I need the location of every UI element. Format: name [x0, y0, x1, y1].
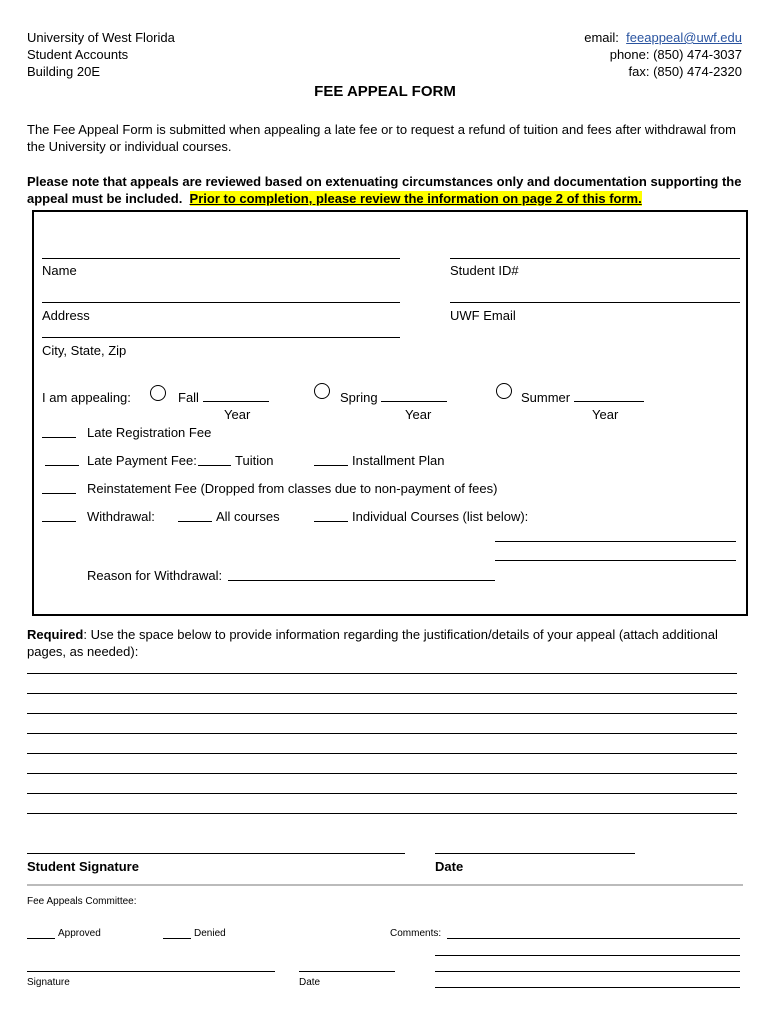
- justification-line[interactable]: [27, 693, 737, 694]
- name-line[interactable]: [42, 258, 400, 259]
- comments-line[interactable]: [435, 971, 740, 972]
- justification-line[interactable]: [27, 793, 737, 794]
- org-name: University of West Florida: [27, 30, 175, 45]
- address-label: Address: [42, 308, 90, 323]
- required-label: Required: [27, 627, 84, 642]
- late-registration-label: Late Registration Fee: [87, 425, 212, 440]
- approved-label: Approved: [58, 928, 101, 939]
- committee-signature-line[interactable]: [27, 971, 275, 972]
- justification-line[interactable]: [27, 813, 737, 814]
- withdrawal-blank[interactable]: [42, 521, 76, 522]
- justification-line[interactable]: [27, 733, 737, 734]
- withdrawal-label: Withdrawal:: [87, 509, 155, 524]
- section-divider: [27, 884, 743, 886]
- reason-line[interactable]: [228, 580, 495, 581]
- note-bold: Please note that appeals are reviewed based on extenuating circumstances only and documentation supporting the appeal must be included.: [27, 174, 742, 206]
- approved-blank[interactable]: [27, 938, 55, 939]
- fall-option: [178, 389, 269, 406]
- installment-label: Installment Plan: [352, 453, 445, 468]
- reason-label: Reason for Withdrawal:: [87, 568, 223, 583]
- summer-year-blank[interactable]: [574, 389, 644, 402]
- appealing-label: I am appealing:: [42, 390, 131, 405]
- appeal-form-box: [32, 210, 748, 616]
- contact-fax: fax: (850) 474-2320: [628, 64, 742, 79]
- all-courses-blank[interactable]: [178, 521, 212, 522]
- committee-date-label: Date: [299, 977, 321, 988]
- page-title: FEE APPEAL FORM: [314, 83, 456, 100]
- comments-line[interactable]: [447, 938, 740, 939]
- student-signature-line[interactable]: [27, 853, 405, 854]
- justification-line[interactable]: [27, 773, 737, 774]
- tuition-label: Tuition: [235, 453, 274, 468]
- denied-label: Denied: [194, 928, 226, 939]
- comments-line[interactable]: [435, 955, 740, 956]
- spring-label: Spring: [340, 390, 378, 405]
- individual-courses-label: Individual Courses (list below):: [352, 509, 529, 524]
- city-state-zip-label: City, State, Zip: [42, 343, 127, 358]
- fall-radio[interactable]: [150, 385, 166, 401]
- spring-option: [340, 389, 447, 406]
- contact-phone: phone: (850) 474-3037: [609, 47, 742, 62]
- reinstatement-label: Reinstatement Fee (Dropped from classes due to non-payment of fees): [87, 481, 498, 496]
- justification-line[interactable]: [27, 753, 737, 754]
- committee-date-line[interactable]: [299, 971, 395, 972]
- intro-text: The Fee Appeal Form is submitted when appealing a late fee or to request a refund of tuition and fees after withdrawal from the University or individual courses.: [27, 122, 736, 154]
- spring-year-blank[interactable]: [381, 389, 447, 402]
- late-registration-blank[interactable]: [42, 437, 76, 438]
- student-id-line[interactable]: [450, 258, 740, 259]
- summer-year-label: Year: [592, 407, 619, 422]
- org-department: Student Accounts: [27, 47, 129, 62]
- required-text: [27, 626, 742, 660]
- required-instructions: : Use the space below to provide information regarding the justification/details of your appeal (attach additional pages, as needed):: [27, 627, 718, 659]
- course-list-line[interactable]: [495, 560, 736, 561]
- city-state-zip-line[interactable]: [42, 337, 400, 338]
- fall-year-label: Year: [224, 407, 251, 422]
- student-date-line[interactable]: [435, 853, 635, 854]
- note-text: [27, 173, 742, 207]
- late-payment-blank[interactable]: [45, 465, 79, 466]
- student-date-label: Date: [435, 859, 464, 874]
- reinstatement-blank[interactable]: [42, 493, 76, 494]
- student-signature-label: Student Signature: [27, 859, 139, 874]
- fall-label: Fall: [178, 390, 199, 405]
- denied-blank[interactable]: [163, 938, 191, 939]
- student-id-label: Student ID#: [450, 263, 519, 278]
- org-building: Building 20E: [27, 64, 100, 79]
- email-label: email:: [584, 30, 619, 45]
- justification-line[interactable]: [27, 673, 737, 674]
- name-label: Name: [42, 263, 77, 278]
- contact-email: [584, 29, 742, 46]
- all-courses-label: All courses: [216, 509, 280, 524]
- committee-title: Fee Appeals Committee:: [27, 896, 137, 907]
- course-list-line[interactable]: [495, 541, 736, 542]
- fall-year-blank[interactable]: [203, 389, 269, 402]
- individual-courses-blank[interactable]: [314, 521, 348, 522]
- spring-year-label: Year: [405, 407, 432, 422]
- tuition-blank[interactable]: [198, 465, 231, 466]
- justification-line[interactable]: [27, 713, 737, 714]
- spring-radio[interactable]: [314, 383, 330, 399]
- note-highlight: Prior to completion, please review the information on page 2 of this form.: [189, 191, 642, 206]
- email-link[interactable]: feeappeal@uwf.edu: [626, 30, 742, 45]
- summer-label: Summer: [521, 390, 571, 405]
- address-line[interactable]: [42, 302, 400, 303]
- comments-label: Comments:: [390, 928, 442, 939]
- summer-option: [521, 389, 644, 406]
- uwf-email-label: UWF Email: [450, 308, 516, 323]
- uwf-email-line[interactable]: [450, 302, 740, 303]
- summer-radio[interactable]: [496, 383, 512, 399]
- late-payment-label: Late Payment Fee:: [87, 453, 197, 468]
- committee-signature-label: Signature: [27, 977, 70, 988]
- installment-blank[interactable]: [314, 465, 348, 466]
- comments-line[interactable]: [435, 987, 740, 988]
